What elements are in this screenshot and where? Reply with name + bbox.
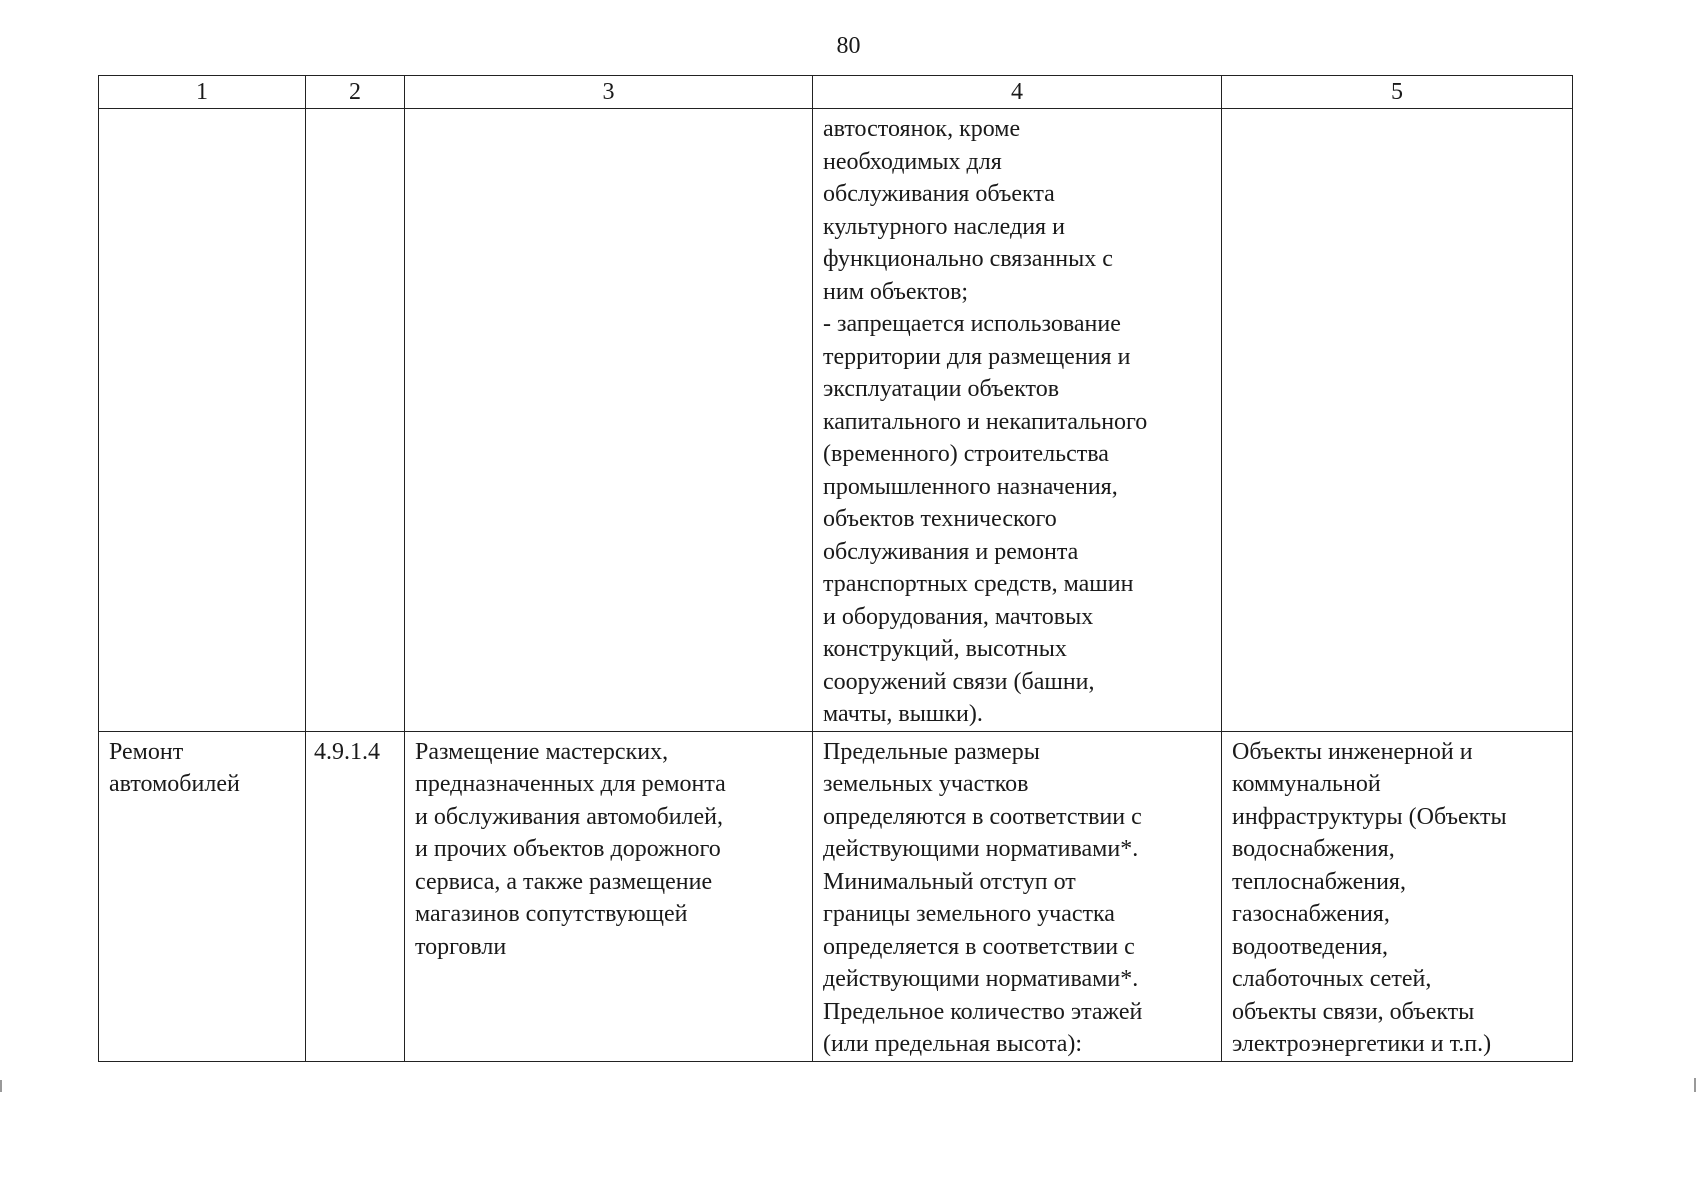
cell-text: 4.9.1.4 [314,738,380,765]
cell-use-type [99,731,306,1061]
column-header-1: 1 [99,76,306,109]
column-header-2: 2 [306,76,405,109]
cell-auxiliary [1222,109,1573,732]
cell-code [306,731,405,1061]
cell-text: Предельные размеры земельных участков определяются в соответствии с действующими нормативами*. Минимальный отступ от границы земельного участка определяется в соответствии с действующими нормативами*. Предельное количество этажей (или предельная высота): [823,738,1143,1057]
cell-text: автостоянок, кроме необходимых для обслуживания объекта культурного наследия и функционально связанных с ним объектов; - запрещается использование территории для размещения и эксплуатации объектов капитального и некапитального (временного) строительства промышленного назначения, объектов технического обслуживания и ремонта транспортных средств, машин и оборудования, мачтовых конструкций, высотных сооружений связи (башни, мачты, вышки). [823,116,1148,727]
land-use-table [98,75,1573,1062]
cell-description [405,731,813,1061]
cell-parameters [813,109,1222,732]
cell-use-type [99,109,306,732]
cell-code [306,109,405,732]
table-row [99,109,1573,732]
scan-edge-mark-left [0,1080,2,1092]
column-header-5: 5 [1222,76,1573,109]
table-row [99,731,1573,1061]
cell-text: Размещение мастерских, предназначенных для ремонта и обслуживания автомобилей, и прочих объектов дорожного сервиса, а также размещение магазинов сопутствующей торговли [415,738,726,960]
page-number: 80 [836,33,861,59]
column-header-3: 3 [405,76,813,109]
cell-text: Объекты инженерной и коммунальной инфраструктуры (Объекты водоснабжения, теплоснабжения, газоснабжения, водоотведения, слаботочных сетей, объекты связи, объекты электроэнергетики и т.п.) [1232,738,1507,1057]
cell-description [405,109,813,732]
cell-text: Ремонт автомобилей [109,738,240,797]
cell-auxiliary [1222,731,1573,1061]
column-header-4: 4 [813,76,1222,109]
scan-edge-mark-right [1694,1078,1696,1092]
cell-parameters [813,731,1222,1061]
table-header-row [99,76,1573,109]
